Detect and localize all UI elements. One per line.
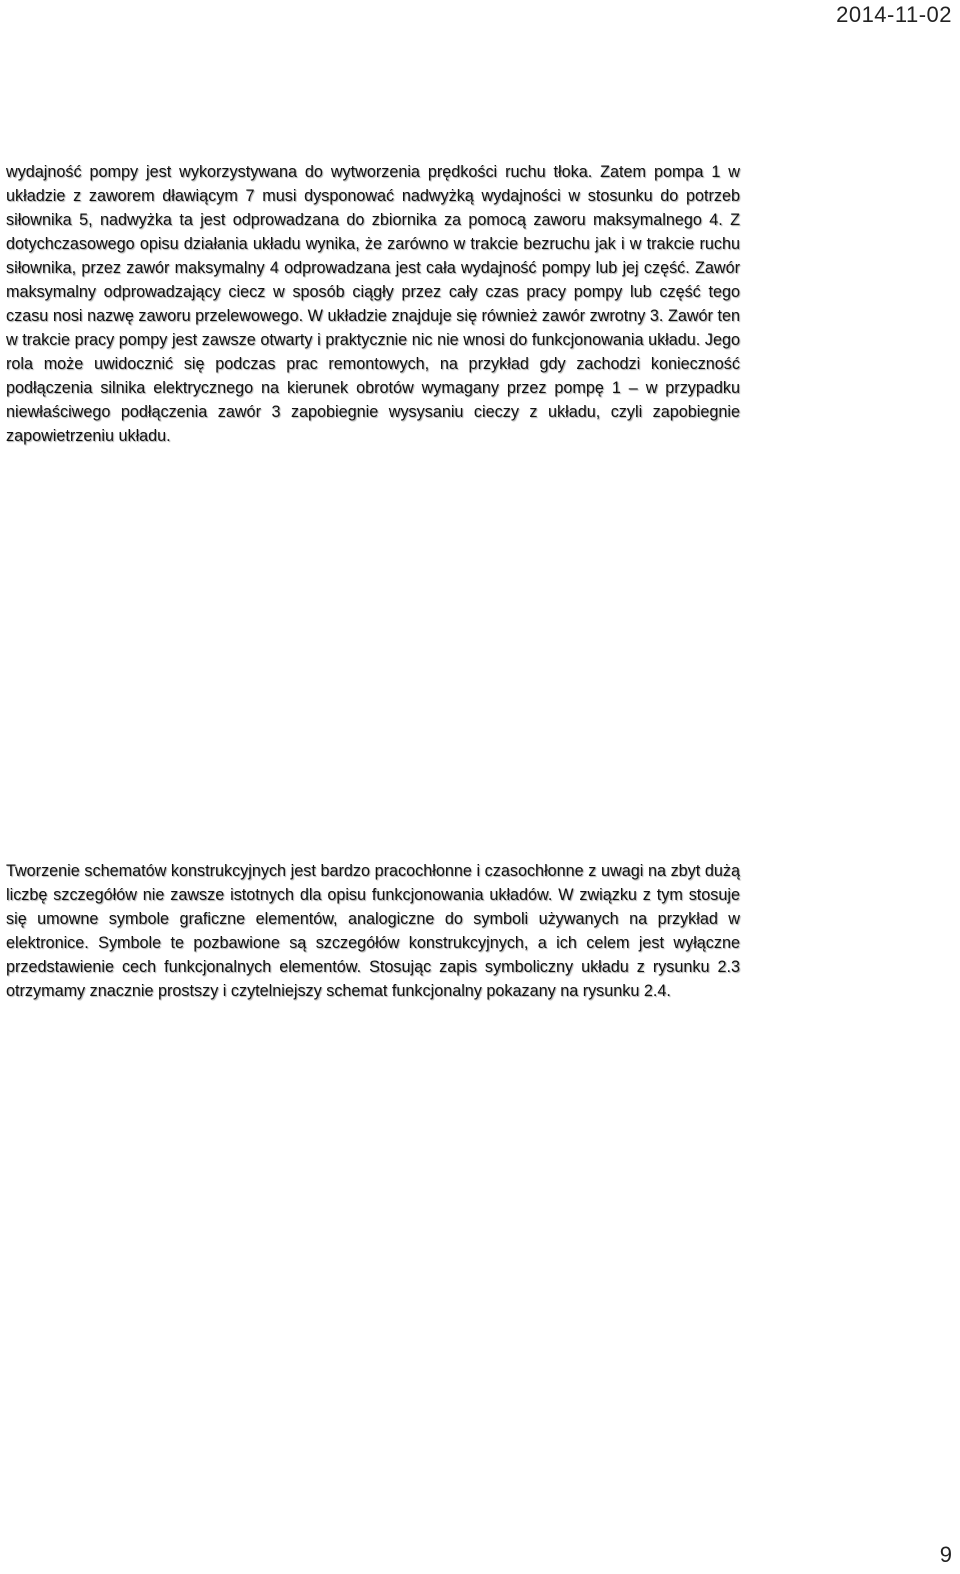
page-number: 9 [939,1542,952,1567]
body-text-section-2 [6,859,740,1003]
paragraph: Tworzenie schematów konstrukcyjnych jest bardzo pracochłonne i czasochłonne z uwagi na zbyt dużą liczbę szczegółów nie zawsze istotnych dla opisu funkcjonowania układów. W związku z tym stosuje się umowne symbole graficzne elementów, analogiczne do symboli używanych na przykład w elektronice. Symbole te pozbawione są szczegółów konstrukcyjnych, a ich celem jest wyłączne przedstawienie cech funkcjonalnych elementów. Stosując zapis symboliczny układu z rysunku 2.3 otrzymamy znacznie prostszy i czytelniejszy schemat funkcjonalny pokazany na rysunku 2.4. [6,862,740,1000]
page-date: 2014-11-02 [836,2,952,27]
body-text-section-1 [6,160,740,448]
paragraph: wydajność pompy jest wykorzystywana do wytworzenia prędkości ruchu tłoka. Zatem pompa 1 w układzie z zaworem dławiącym 7 musi dysponować nadwyżką wydajności w stosunku do potrzeb siłownika 5, nadwyżka ta jest odprowadzana do zbiornika za pomocą zaworu maksymalnego 4. Z dotychczasowego opisu działania układu wynika, że zarówno w trakcie bezruchu jak i w trakcie ruchu siłownika, przez zawór maksymalny 4 odprowadzana jest cała wydajność pompy lub jej część. Zawór maksymalny odprowadzający ciecz w sposób ciągły przez cały czas pracy pompy lub część tego czasu nosi nazwę zaworu przelewowego. W układzie znajduje się również zawór zwrotny 3. Zawór ten w trakcie pracy pompy jest zawsze otwarty i praktycznie nic nie wnosi do funkcjonowania układu. Jego rola może uwidocznić się podczas prac remontowych, na przykład gdy zachodzi konieczność podłączenia silnika elektrycznego na kierunek obrotów wymagany przez pompę 1 – w przypadku niewłaściwego podłączenia zawór 3 zapobiegnie wysysaniu cieczy z układu, czyli zapobiegnie zapowietrzeniu układu. [6,163,740,445]
